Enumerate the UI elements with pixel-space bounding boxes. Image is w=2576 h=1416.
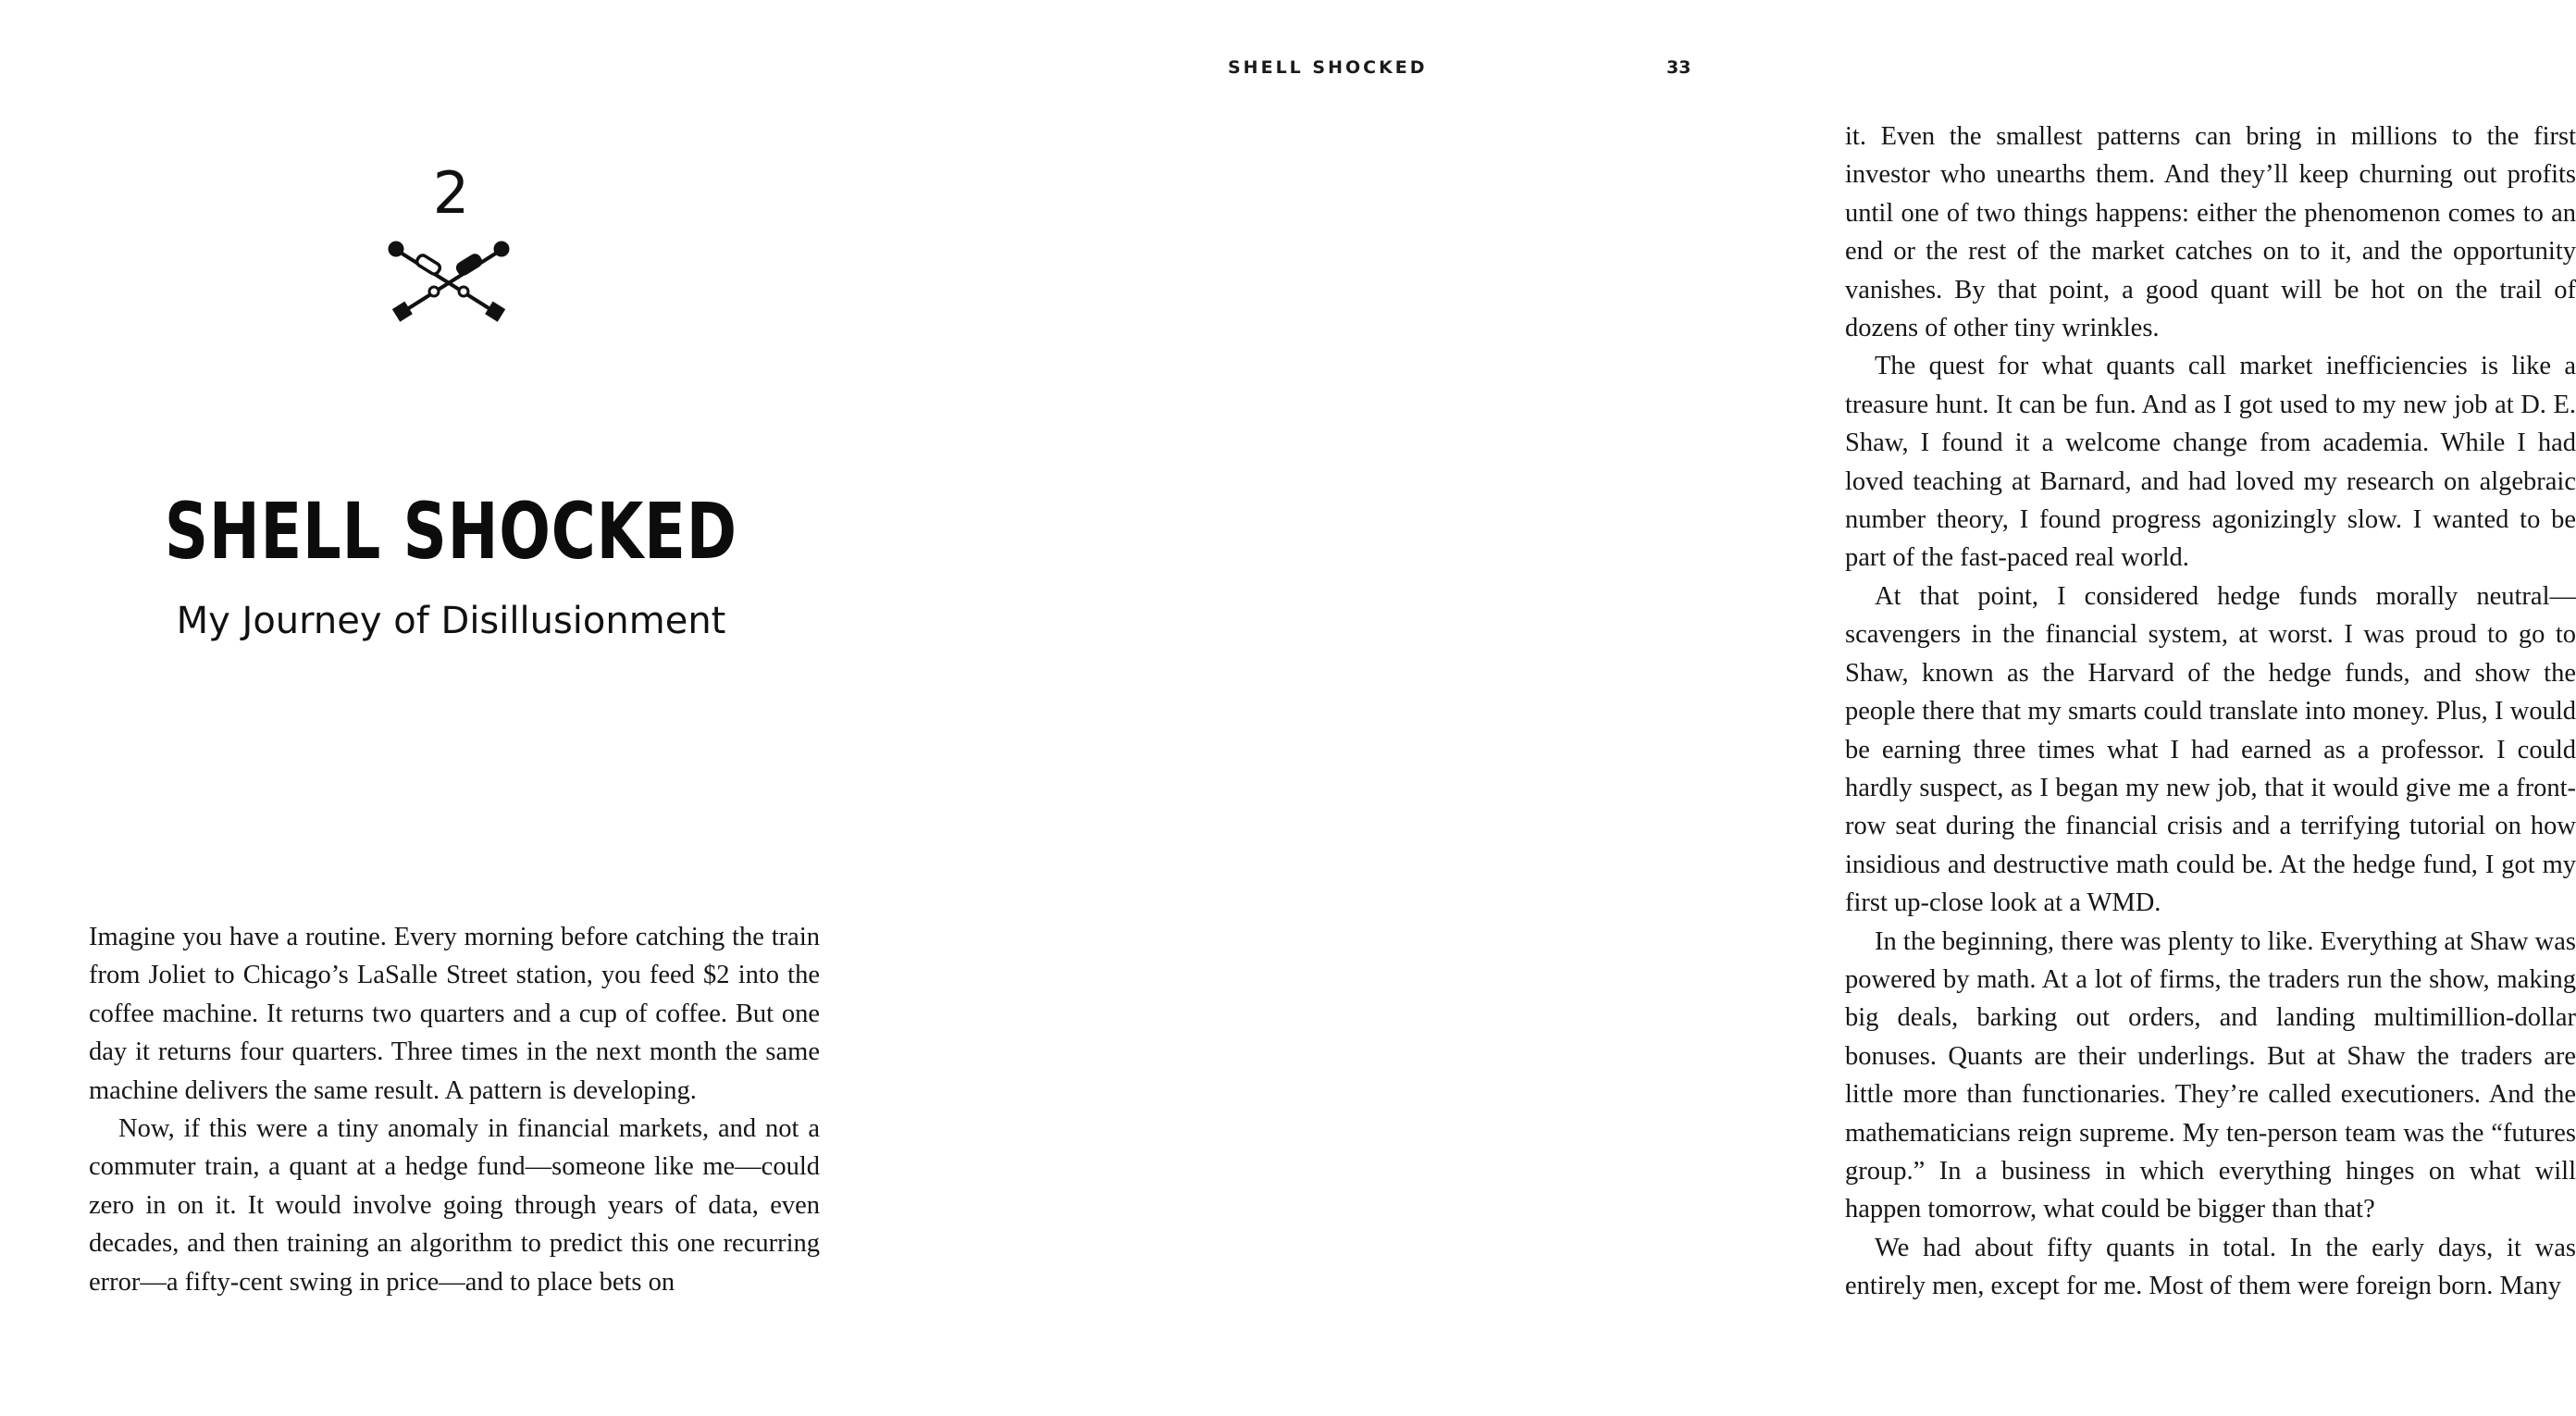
paragraph: it. Even the smallest patterns can bring in millions to the first investor who unearths them. And they’ll keep churning out profits until one of two things happens: either the phenomenon comes to an end or the rest of the market catches on to it, and the opportunity vanishes. By that point, a good quant will be hot on the trail of dozens of other tiny wrinkles.: [1845, 122, 2576, 343]
left-body-text: [89, 918, 820, 1301]
right-body-text: [1845, 118, 2576, 1306]
paragraph: In the beginning, there was plenty to like. Everything at Shaw was powered by math. At a lot of firms, the traders run the show, making big deals, barking out orders, and landing multimillion-dollar bonuses. Quants are their underlings. But at Shaw the traders are little more than functionaries. They’re called executioners. And the mathematicians reign supreme. My ten-person team was the “futures group.” In a business in which everything hinges on what will happen tomorrow, what could be bigger than that?: [1845, 926, 2576, 1224]
left-page: [0, 0, 884, 1416]
paragraph: Imagine you have a routine. Every morning before catching the train from Joliet to Chicago’s LaSalle Street station, you feed $2 into the coffee machine. It returns two quarters and a cup of coffee. But one day it returns four quarters. Three times in the next month the same machine delivers the same result. A pattern is developing.: [89, 923, 820, 1105]
crossed-tools-icon: [384, 233, 514, 330]
chapter-number: 2: [432, 159, 470, 227]
paragraph: At that point, I considered hedge funds morally neutral—scavengers in the financial system, at worst. I was proud to go to Shaw, known as the Harvard of the hedge funds, and show the people there that my smarts could translate into money. Plus, I would be earning three times what I had earned as a professor. I could hardly suspect, as I began my new job, that it would give me a front-row seat during the financial crisis and a terrifying tutorial on how insidious and destructive math could be. At the hedge fund, I got my first up-close look at a WMD.: [1845, 581, 2576, 918]
chapter-subtitle: My Journey of Disillusionment: [176, 600, 726, 642]
paragraph: Now, if this were a tiny anomaly in financial markets, and not a commuter train, a quant at a hedge fund—someone like me—could zero in on it. It would involve going through years of data, even decades, and then training an algorithm to predict this one recurring error—a fifty-cent swing in price—and to place bets on: [89, 1114, 820, 1297]
page-number: 33: [1666, 57, 1691, 78]
running-header-title: SHELL SHOCKED: [1228, 57, 1428, 78]
paragraph: We had about fifty quants in total. In the early days, it was entirely men, except for me. Most of them were foreign born. Many: [1845, 1233, 2576, 1301]
right-page: [884, 0, 2576, 1416]
paragraph: The quest for what quants call market inefficiencies is like a treasure hunt. It can be fun. And as I got used to my new job at D. E. Shaw, I found it a welcome change from academia. While I had loved teaching at Barnard, and had loved my research on algebraic number theory, I found progress agonizingly slow. I wanted to be part of the fast-paced real world.: [1845, 352, 2576, 573]
chapter-title: SHELL SHOCKED: [164, 486, 737, 577]
